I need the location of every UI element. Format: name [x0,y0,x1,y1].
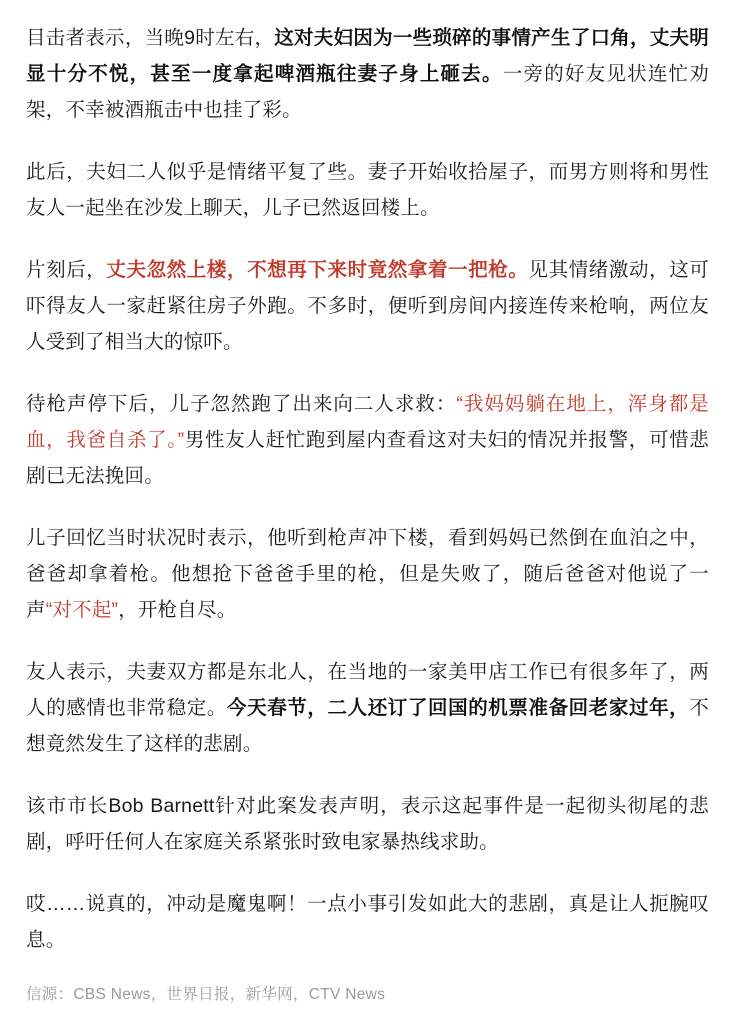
paragraph-4-quote: “我妈妈躺在地上，浑身都是血，我爸自杀了。” [26,393,709,451]
paragraph-5 [26,520,709,628]
source-attribution: 信源：CBS News，世界日报，新华网，CTV News [26,986,386,1003]
paragraph-2-text: 此后，夫妇二人似乎是情绪平复了些。妻子开始收拾屋子，而男方则将和男性友人一起坐在沙发上聊天，儿子已然返回楼上。 [26,161,709,219]
paragraph-1-text-b: 这对夫妇因为一些琐碎的事情产生了口角，丈夫明显十分不悦，甚至一度拿起啤酒瓶往妻子身上砸去。 [26,27,709,85]
paragraph-1 [26,20,709,128]
paragraph-8 [26,886,709,958]
paragraph-1-text-a: 目击者表示，当晚9时左右， [26,27,275,49]
paragraph-7 [26,788,709,860]
paragraph-4-text-c: 男性友人赶忙跑到屋内查看这对夫妇的情况并报警，可惜悲剧已无法挽回。 [26,429,710,487]
paragraph-2 [26,154,709,226]
paragraph-7-text: 该市市长Bob Barnett针对此案发表声明，表示这起事件是一起彻头彻尾的悲剧，呼吁任何人在家庭关系紧张时致电家暴热线求助。 [26,795,709,853]
paragraph-6-text-c: 不想竟然发生了这样的悲剧。 [26,697,709,755]
paragraph-4 [26,386,709,494]
paragraph-8-text: 哎……说真的，冲动是魔鬼啊！一点小事引发如此大的悲剧，真是让人扼腕叹息。 [26,893,709,951]
paragraph-5-text-a: 儿子回忆当时状况时表示，他听到枪声冲下楼，看到妈妈已然倒在血泊之中，爸爸却拿着枪。他想抢下爸爸手里的枪，但是失败了，随后爸爸对他说了一声 [26,527,709,621]
paragraph-3-text-a: 片刻后， [26,259,107,281]
paragraph-6-highlight: 今天春节，二人还订了回国的机票准备回老家过年， [227,697,690,719]
paragraph-5-text-c: ，开枪自尽。 [118,599,237,621]
paragraph-3-highlight: 丈夫忽然上楼，不想再下来时竟然拿着一把枪。 [106,259,529,281]
paragraph-3 [26,252,709,360]
paragraph-1-text-c: 一旁的好友见状连忙劝架，不幸被酒瓶击中也挂了彩。 [26,63,709,121]
paragraph-3-text-c: 见其情绪激动，这可吓得友人一家赶紧往房子外跑。不多时，便听到房间内接连传来枪响，两位友人受到了相当大的惊吓。 [26,259,709,353]
paragraph-6 [26,654,709,762]
paragraph-5-quote: “对不起” [45,599,119,621]
paragraph-6-text-a: 友人表示，夫妻双方都是东北人，在当地的一家美甲店工作已有很多年了，两人的感情也非常稳定。 [26,661,709,719]
article-body [26,20,709,958]
paragraph-4-text-a: 待枪声停下后，儿子忽然跑了出来向二人求救： [26,393,457,415]
